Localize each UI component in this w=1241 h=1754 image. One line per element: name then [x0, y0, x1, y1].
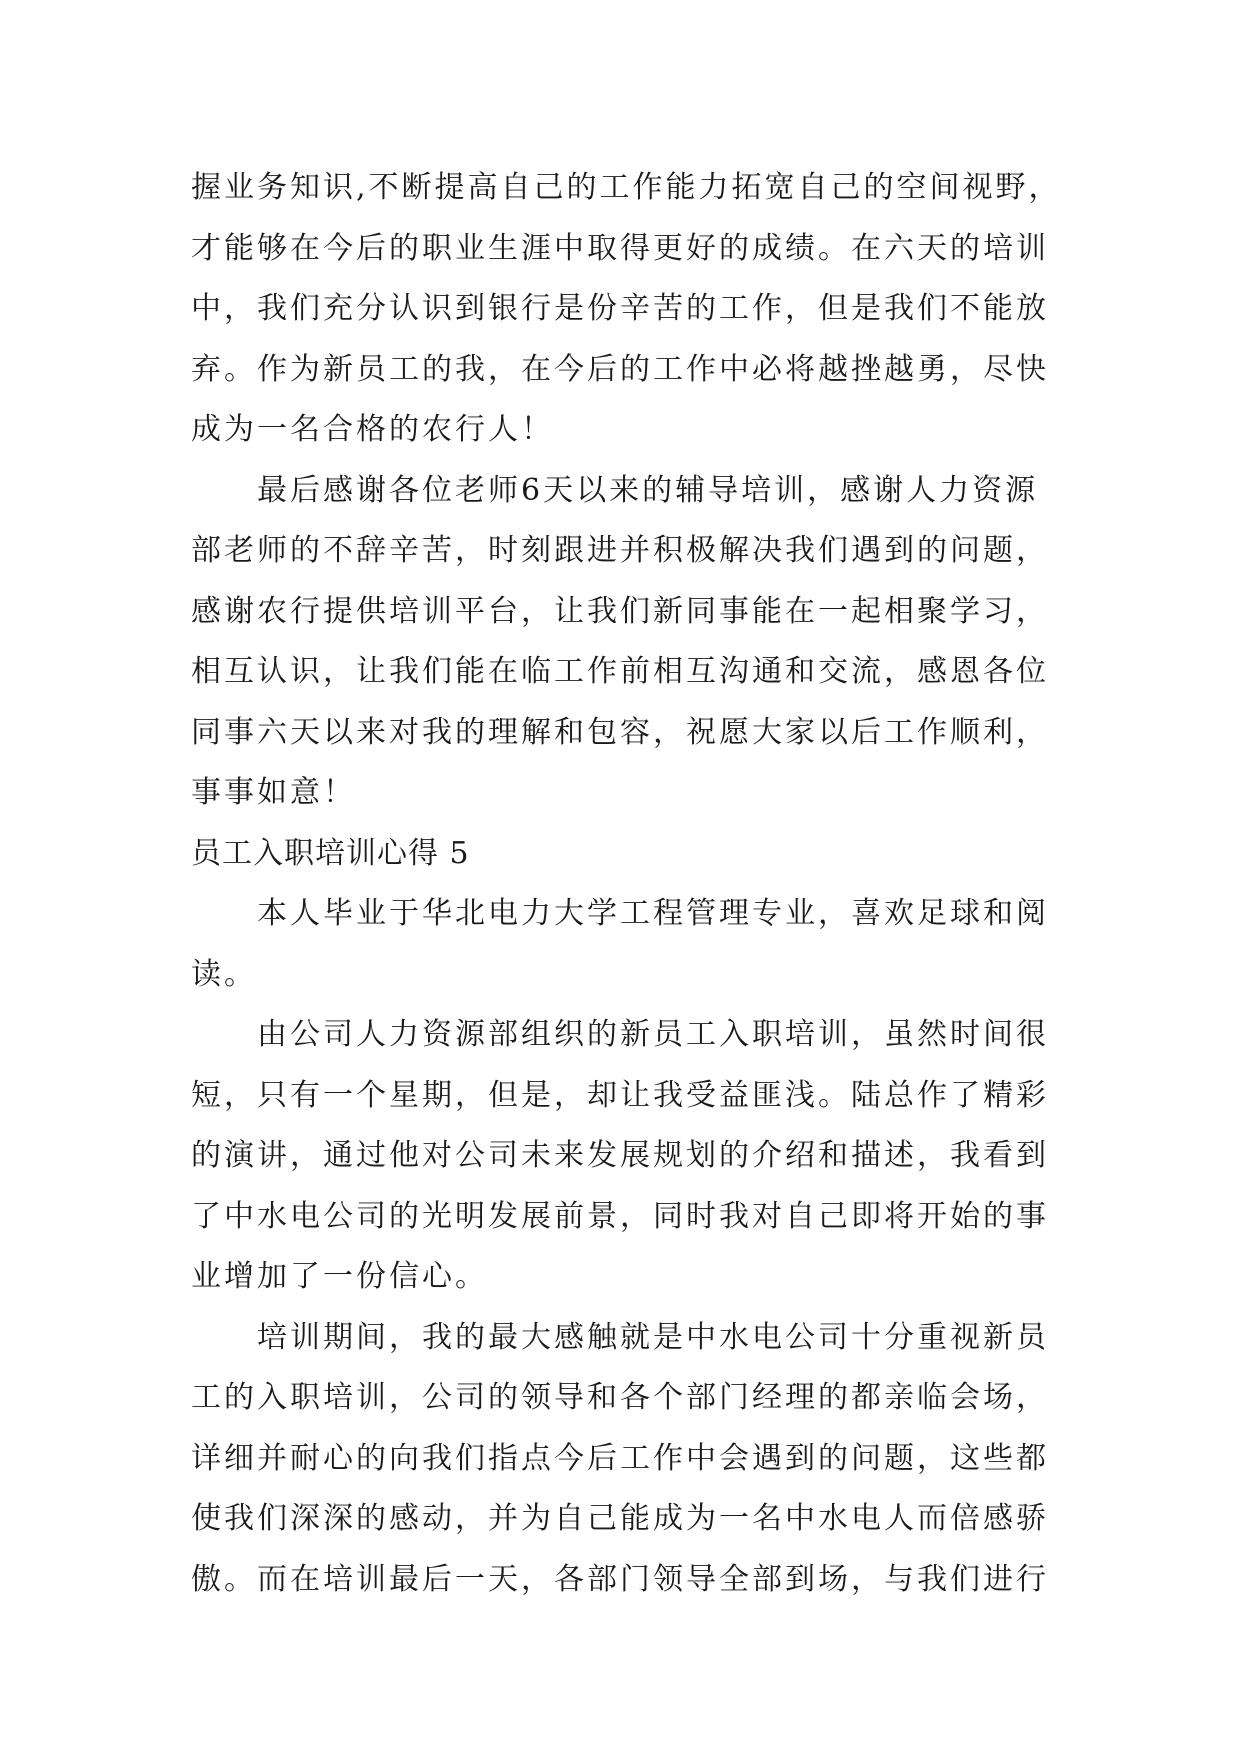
text-line: 由公司人力资源部组织的新员工入职培训，虽然时间很 — [257, 1017, 1049, 1052]
text-line: 培训期间，我的最大感触就是中水电公司十分重视新员 — [257, 1319, 1049, 1355]
text-line: 本人毕业于华北电力大学工程管理专业，喜欢足球和阅 — [257, 896, 1049, 931]
paragraph — [191, 158, 1091, 461]
heading-text: 员工入职培训心得 5 — [191, 835, 470, 871]
text-line: 中，我们充分认识到银行是份辛苦的工作，但是我们不能放 — [191, 291, 1049, 326]
paragraph — [191, 884, 1091, 1005]
text-line: 弃。作为新员工的我，在今后的工作中必将越挫越勇，尽快 — [191, 351, 1049, 387]
text-line: 部老师的不辞辛苦，时刻跟进并积极解决我们遇到的问题， — [191, 533, 1049, 568]
text-line: 成为一名合格的农行人！ — [191, 412, 554, 447]
text-line: 才能够在今后的职业生涯中取得更好的成绩。在六天的培训 — [191, 230, 1049, 266]
text-line: 感谢农行提供培训平台，让我们新同事能在一起相聚学习， — [191, 593, 1049, 629]
paragraph — [191, 1308, 1091, 1611]
text-line: 业增加了一份信心。 — [191, 1259, 488, 1294]
text-line: 读。 — [191, 956, 257, 992]
text-line: 握业务知识,不断提高自己的工作能力拓宽自己的空间视野， — [191, 170, 1062, 205]
text-line: 使我们深深的感动，并为自己能成为一名中水电人而倍感骄 — [191, 1501, 1049, 1536]
text-line: 傲。而在培训最后一天，各部门领导全部到场，与我们进行 — [191, 1561, 1049, 1597]
text-line: 相互认识，让我们能在临工作前相互沟通和交流，感恩各位 — [191, 654, 1049, 689]
text-line: 的演讲，通过他对公司未来发展规划的介绍和描述，我看到 — [191, 1138, 1049, 1173]
paragraph — [191, 461, 1091, 824]
section-heading — [191, 824, 1091, 885]
paragraph — [191, 1005, 1091, 1308]
text-line: 了中水电公司的光明发展前景，同时我对自己即将开始的事 — [191, 1198, 1049, 1234]
document-body — [191, 158, 1091, 1610]
text-line: 事事如意！ — [191, 775, 356, 810]
text-line: 详细并耐心的向我们指点今后工作中会遇到的问题，这些都 — [191, 1440, 1049, 1476]
text-line: 最后感谢各位老师6天以来的辅导培训，感谢人力资源 — [257, 472, 1039, 508]
text-line: 工的入职培训，公司的领导和各个部门经理的都亲临会场， — [191, 1380, 1049, 1415]
text-line: 同事六天以来对我的理解和包容，祝愿大家以后工作顺利， — [191, 714, 1049, 750]
text-line: 短，只有一个星期，但是，却让我受益匪浅。陆总作了精彩 — [191, 1077, 1049, 1113]
